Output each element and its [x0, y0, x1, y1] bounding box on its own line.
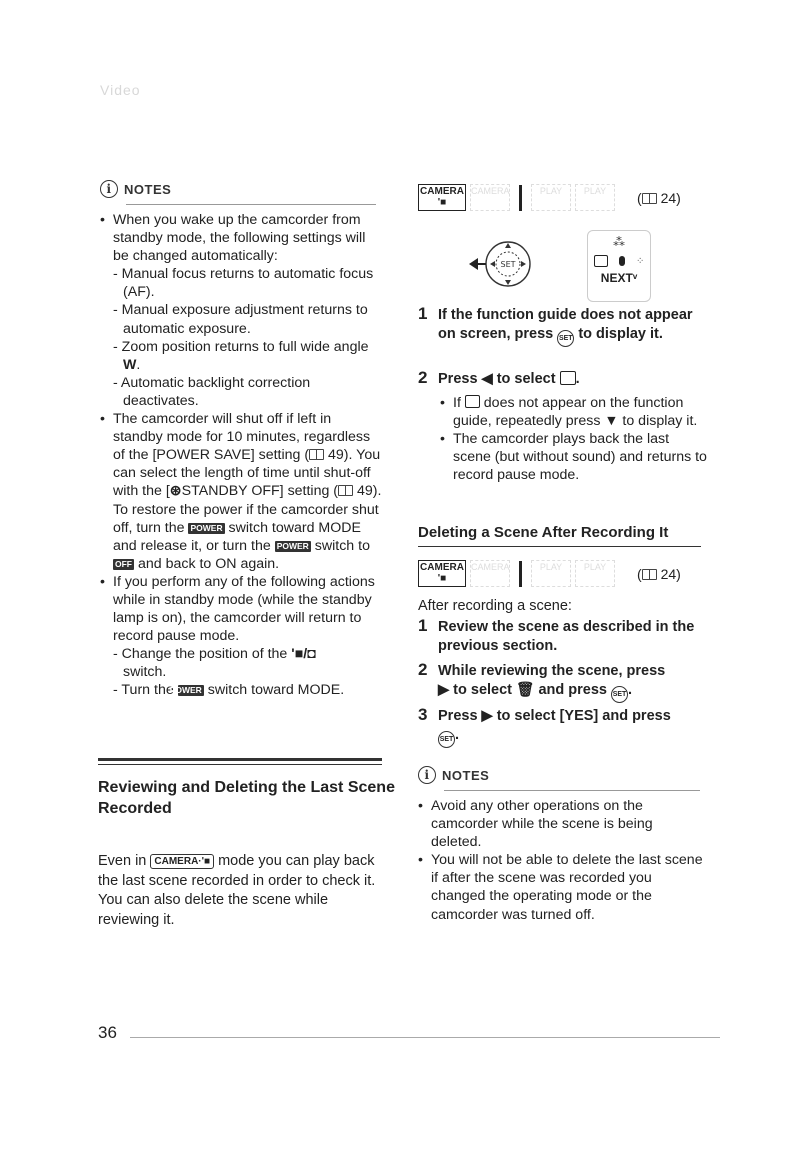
section-header: Video	[100, 82, 141, 98]
next-label: NEXTᵛ	[600, 271, 638, 285]
svg-text:SET: SET	[500, 260, 516, 269]
set-button-icon: SET	[557, 330, 574, 347]
delete-section-rule	[418, 546, 701, 547]
section-body: Even in CAMERA·'■ mode you can play back the last scene recorded in order to check it. You can also delete the scene while reviewing it.	[98, 853, 376, 928]
book-icon	[642, 569, 657, 580]
section-rule-thin	[98, 764, 382, 765]
step2-bullets	[438, 394, 708, 484]
footer-rule	[130, 1037, 720, 1038]
list-item: • The camcorder plays back the last scene (but without sound) and returns to record pause mode.	[438, 430, 708, 484]
book-icon	[338, 485, 353, 496]
section-rule-thick	[98, 758, 382, 761]
notes-header	[418, 766, 489, 784]
sparkle-icon: ⁘	[636, 255, 645, 267]
info-icon: i	[418, 766, 436, 784]
list-subitem: - Turn the POWER switch toward MODE.	[113, 681, 383, 699]
mode-indicator	[418, 184, 681, 211]
list-subitem: - Change the position of the '■/◘ switch.	[113, 645, 383, 681]
book-icon	[642, 193, 657, 204]
left-notes-list	[98, 211, 383, 700]
list-item: • If does not appear on the function guide, repeatedly press ▼ to display it.	[438, 394, 708, 430]
notes-header	[100, 180, 171, 198]
power-switch-icon: POWER	[276, 540, 309, 551]
camera-mode-badge: CAMERA·'■	[150, 854, 214, 869]
joystick-illustration	[466, 234, 556, 294]
delete-intro: After recording a scene:	[418, 598, 572, 614]
standby-icon: ⊛	[169, 483, 182, 500]
notes-divider	[126, 204, 376, 205]
page-number: 36	[98, 1023, 117, 1042]
notes-label: NOTES	[124, 181, 172, 197]
delete-step-3: 3 Press ▶ to select [YES] and press SET .	[418, 707, 708, 748]
off-icon: OFF	[115, 558, 132, 569]
play-mode-faint: PLAY	[575, 560, 615, 587]
function-guide-illustration	[587, 230, 651, 302]
list-item: • If you perform any of the following actions while in standby mode (while the standby lamp is on), the camcorder will return to record pause mode. - Change the position of the '■/◘ switch. - Turn the POWER switch toward MODE.	[98, 573, 383, 700]
review-icon	[594, 255, 608, 267]
play-mode-faint: PLAY	[531, 560, 571, 587]
camera-mode-faint: CAMERA	[470, 560, 510, 587]
set-button-icon: SET	[438, 731, 455, 748]
guide-icons	[588, 255, 650, 267]
list-subitem: - Zoom position returns to full wide angle W.	[113, 338, 383, 374]
list-item: • When you wake up the camcorder from standby mode, the following settings will be changed automatically: - Manual focus returns to automatic focus (AF). - Manual exposure adjustment returns to automatic exposure. - Zoom position returns to full wide angle W. - Automatic backlight correction deactivates.	[98, 211, 383, 410]
camera-mode-icon: CAMERA '■	[418, 184, 466, 211]
play-mode-faint: PLAY	[575, 184, 615, 211]
page-reference: ( 24)	[637, 565, 681, 582]
camera-mode-faint: CAMERA	[470, 184, 510, 211]
list-item: • You will not be able to delete the last scene if after the scene was recorded you changed the operating mode or the camcorder was turned off.	[416, 851, 706, 923]
list-subitem: - Manual focus returns to automatic focus (AF).	[113, 265, 383, 301]
delete-step-2: 2 While reviewing the scene, press ▶ to select 🗑 and press SET .	[418, 662, 708, 703]
camera-mode-icon: '■/◘	[291, 646, 316, 663]
review-icon	[465, 395, 480, 408]
notes-label: NOTES	[442, 767, 490, 783]
step-2: 2 Press ◀ to select .	[418, 368, 580, 387]
list-item: • Avoid any other operations on the camcorder while the scene is being deleted.	[416, 797, 706, 851]
list-item: • The camcorder will shut off if left in standby mode for 10 minutes, regardless of the [POWER SAVE] setting ( 49). You can select the length of time until shut-off with the [⊛STANDBY OFF] setting ( 49). To restore the power if the camcorder shut off, turn the POWER switch toward MODE and release it, or turn the POWER switch to OFF and back to ON again.	[98, 410, 383, 573]
delete-step-1: 1 Review the scene as described in the previous section.	[418, 616, 695, 654]
dot-icon	[619, 256, 625, 266]
review-icon	[560, 371, 576, 385]
info-icon: i	[100, 180, 118, 198]
power-switch-icon: POWER	[190, 522, 223, 533]
list-subitem: - Manual exposure adjustment returns to automatic exposure.	[113, 301, 383, 337]
mode-separator	[519, 561, 522, 587]
right-notes-list	[416, 797, 706, 924]
mode-separator	[519, 185, 522, 211]
notes-divider	[444, 790, 700, 791]
mode-indicator	[418, 560, 681, 587]
play-mode-faint: PLAY	[531, 184, 571, 211]
book-icon	[309, 449, 324, 460]
step-1: 1 If the function guide does not appear on screen, press SET to display it.	[418, 306, 708, 347]
power-switch-icon: POWER	[169, 685, 202, 696]
camera-mode-icon: CAMERA '■	[418, 560, 466, 587]
section-title: Reviewing and Deleting the Last Scene Recorded	[98, 779, 395, 817]
list-subitem: - Automatic backlight correction deactivates.	[113, 374, 383, 410]
set-button-icon: SET	[611, 686, 628, 703]
page-reference: ( 24)	[637, 189, 681, 206]
delete-section-title: Deleting a Scene After Recording It	[418, 524, 669, 541]
guide-top-icon: ⁂	[613, 235, 625, 249]
